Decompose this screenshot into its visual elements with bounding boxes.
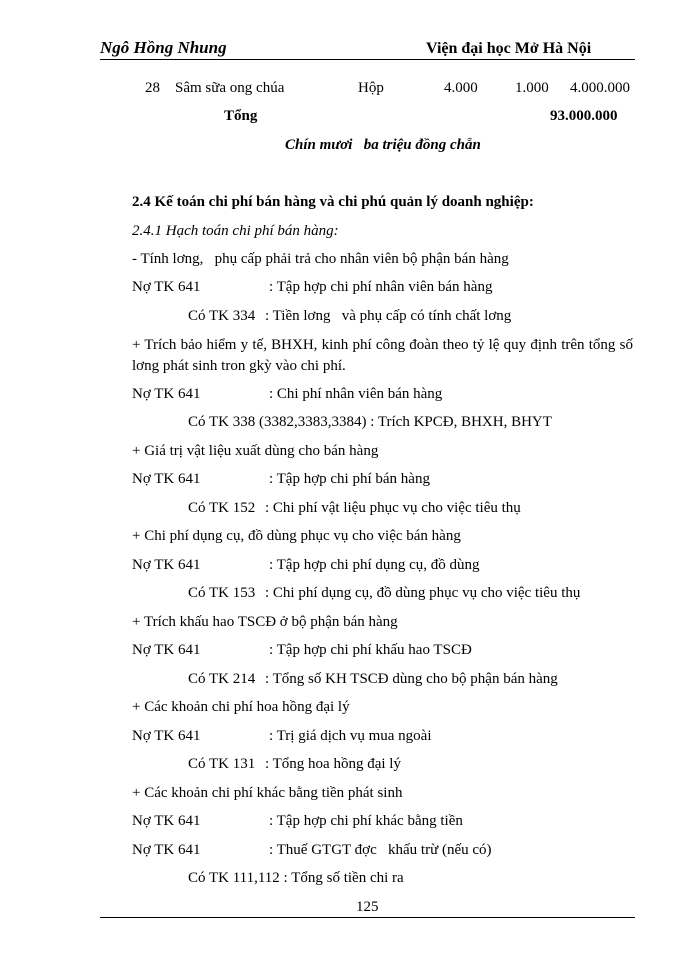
- entry-description: : Tiền lơng và phụ cấp có tính chất lơng: [265, 308, 512, 324]
- subsection-title: 2.4.1 Hạch toán chi phí bán hàng:: [132, 223, 339, 239]
- entry-description: : Tập hợp chi phí khấu hao TSCĐ: [269, 642, 472, 658]
- credit-account: Có TK 214: [188, 671, 256, 687]
- text-line: + Giá trị vật liệu xuất dùng cho bán hàng: [132, 443, 379, 459]
- credit-account: Có TK 334: [188, 308, 256, 324]
- credit-account: Có TK 152: [188, 500, 256, 516]
- credit-entry: Có TK 111,112 : Tổng số tiền chi ra: [188, 870, 404, 886]
- total-label: Tổng: [224, 108, 258, 124]
- entry-description: : Chi phí vật liệu phục vụ cho việc tiêu thụ: [265, 500, 521, 516]
- entry-description: : Tập hợp chi phí nhân viên bán hàng: [269, 279, 493, 295]
- debit-account: Nợ TK 641: [132, 642, 201, 658]
- header-institution: Viện đại học Mở Hà Nội: [426, 40, 592, 57]
- debit-account: Nợ TK 641: [132, 728, 201, 744]
- section-title: 2.4 Kế toán chi phí bán hàng và chi phú quản lý doanh nghiệp:: [132, 194, 534, 210]
- text-line: + Trích khấu hao TSCĐ ở bộ phận bán hàng: [132, 614, 398, 630]
- amount-in-words: Chín mươi ba triệu đồng chẵn: [285, 137, 481, 153]
- table-row-index: 28: [145, 80, 160, 96]
- entry-description: : Tập hợp chi phí dụng cụ, đồ dùng: [269, 557, 480, 573]
- table-row-quantity: 4.000: [444, 80, 478, 96]
- page-number: 125: [356, 899, 379, 915]
- paragraph-insurance: + Trích bảo hiểm y tế, BHXH, kinh phí công đoàn theo tỷ lệ quy định trên tổng số lơng phát sinh tron gkỳ vào chi phí.: [132, 337, 633, 374]
- total-value: 93.000.000: [550, 108, 618, 124]
- entry-description: : Trị giá dịch vụ mua ngoài: [269, 728, 432, 744]
- table-row-amount: 4.000.000: [570, 80, 630, 96]
- credit-account: Có TK 131: [188, 756, 256, 772]
- table-row-unit: Hộp: [358, 80, 384, 96]
- credit-entry: Có TK 338 (3382,3383,3384) : Trích KPCĐ, BHXH, BHYT: [188, 414, 552, 430]
- header-rule: [100, 59, 635, 60]
- entry-description: : Tổng số KH TSCĐ dùng cho bộ phận bán hàng: [265, 671, 558, 687]
- text-line: + Các khoản chi phí hoa hồng đại lý: [132, 699, 350, 715]
- table-row-price: 1.000: [515, 80, 549, 96]
- debit-account: Nợ TK 641: [132, 813, 201, 829]
- entry-description: : Tập hợp chi phí khác bằng tiền: [269, 813, 463, 829]
- debit-account: Nợ TK 641: [132, 557, 201, 573]
- table-row-item: Sâm sữa ong chúa: [175, 80, 285, 96]
- entry-description: : Chi phí dụng cụ, đồ dùng phục vụ cho việc tiêu thụ: [265, 585, 581, 601]
- credit-account: Có TK 153: [188, 585, 256, 601]
- debit-account: Nợ TK 641: [132, 386, 201, 402]
- entry-description: : Tổng hoa hồng đại lý: [265, 756, 401, 772]
- entry-description: : Tập hợp chi phí bán hàng: [269, 471, 430, 487]
- entry-description: : Thuế GTGT đợc khấu trừ (nếu có): [269, 842, 492, 858]
- header-author: Ngô Hồng Nhung: [100, 38, 227, 57]
- footer-rule: [100, 917, 635, 918]
- debit-account: Nợ TK 641: [132, 471, 201, 487]
- text-line: + Các khoản chi phí khác bằng tiền phát sinh: [132, 785, 403, 801]
- debit-account: Nợ TK 641: [132, 842, 201, 858]
- text-line: - Tính lơng, phụ cấp phải trả cho nhân viên bộ phận bán hàng: [132, 251, 509, 267]
- text-line: + Chi phí dụng cụ, đồ dùng phục vụ cho việc bán hàng: [132, 528, 461, 544]
- entry-description: : Chi phí nhân viên bán hàng: [269, 386, 443, 402]
- debit-account: Nợ TK 641: [132, 279, 201, 295]
